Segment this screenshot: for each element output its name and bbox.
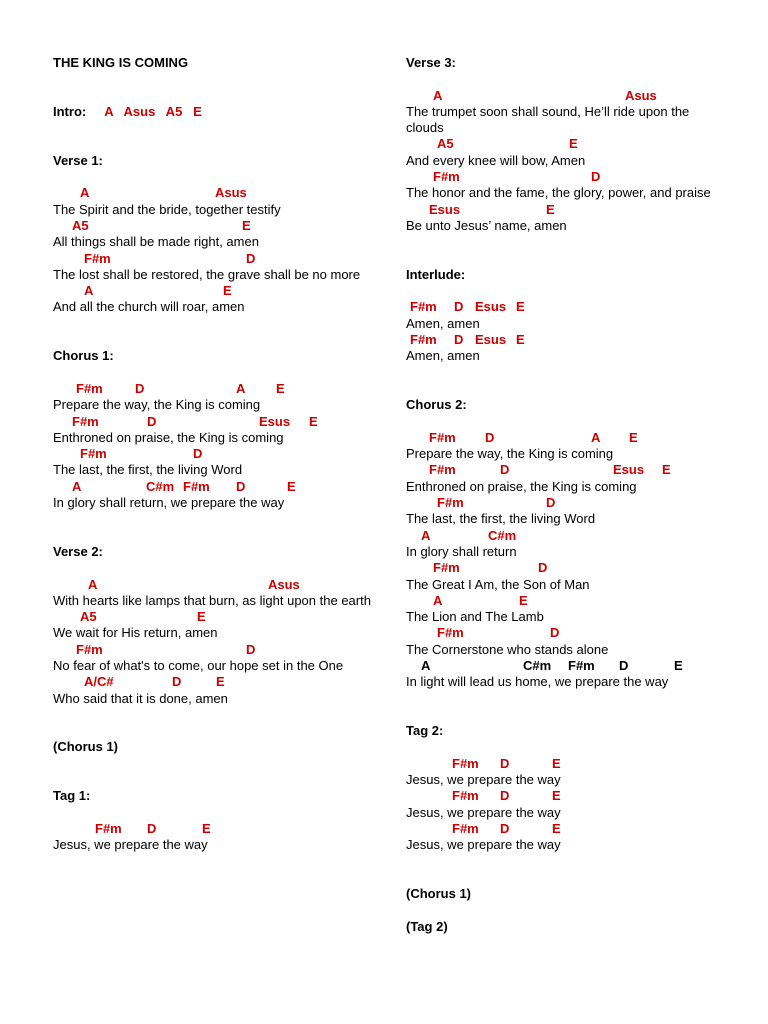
chord-line xyxy=(53,283,373,299)
chord: E xyxy=(662,462,671,478)
chord: F#m xyxy=(76,641,103,657)
chord: Asus xyxy=(625,87,657,103)
chord-line xyxy=(406,528,726,544)
lyric-line: The Spirit and the bride, together testify xyxy=(53,201,281,217)
chord: F#m xyxy=(437,495,464,511)
chord: E xyxy=(569,136,578,152)
lyric-line: Jesus, we prepare the way xyxy=(53,837,208,853)
chord: D xyxy=(500,462,510,478)
chord-line xyxy=(406,462,726,478)
lyric-line: All things shall be made right, amen xyxy=(53,234,259,250)
lyric-line: The trumpet soon shall sound, He’ll ride upon the clouds xyxy=(406,103,690,136)
chord-line xyxy=(53,479,373,495)
chord: Esus xyxy=(429,201,461,217)
chord-line xyxy=(406,560,726,576)
chord: E xyxy=(552,755,561,771)
chord: F#m xyxy=(84,250,111,266)
chord: D xyxy=(500,755,510,771)
chord: F#m xyxy=(433,169,460,185)
chord: E xyxy=(516,299,525,315)
chorus-1 xyxy=(53,348,373,511)
verse3-label: Verse 3: xyxy=(406,55,456,70)
chorus2-label: Chorus 2: xyxy=(406,397,467,413)
chord: D xyxy=(147,413,157,429)
chord: A xyxy=(72,478,82,494)
chord: A xyxy=(433,87,443,103)
chord: F#m xyxy=(410,299,437,315)
verse-2 xyxy=(53,544,373,707)
chord: A xyxy=(88,576,98,592)
intro-chords: A Asus A5 E xyxy=(104,103,202,119)
lyric-line: We wait for His return, amen xyxy=(53,625,218,641)
chord: D xyxy=(591,169,601,185)
chord: F#m xyxy=(437,625,464,641)
lyric-line: In glory shall return xyxy=(406,543,517,559)
lyric-line: And every knee will bow, Amen xyxy=(406,152,586,168)
chord-line xyxy=(406,788,726,804)
chord: D xyxy=(546,495,556,511)
chord-line xyxy=(406,136,726,152)
lyric-line: The Lion and The Lamb xyxy=(406,609,544,625)
chord-line xyxy=(53,251,373,267)
chord: F#m xyxy=(72,413,99,429)
verse1-label: Verse 1: xyxy=(53,152,103,168)
song-title: THE KING IS COMING xyxy=(53,55,189,70)
chord-line xyxy=(53,821,373,837)
chord: E xyxy=(223,283,232,299)
lyric-line: Prepare the way, the King is coming xyxy=(406,446,614,462)
chord: C#m xyxy=(488,527,517,543)
chord: A xyxy=(84,283,94,299)
interlude-label: Interlude: xyxy=(406,266,466,282)
chord: D xyxy=(538,560,548,576)
chord: D xyxy=(454,332,464,348)
chord: D xyxy=(193,446,203,462)
intro-line xyxy=(53,104,373,120)
chord: D xyxy=(246,641,256,657)
chorus-1-reference-2: (Chorus 1) xyxy=(406,886,471,902)
chord-line xyxy=(406,495,726,511)
verse-1 xyxy=(53,153,373,316)
lyric-line: The Great I Am, the Son of Man xyxy=(406,576,590,592)
chord: A xyxy=(591,429,601,445)
chord-line xyxy=(53,674,373,690)
tag-2-reference: (Tag 2) xyxy=(406,918,448,934)
chord: A xyxy=(80,185,90,201)
lyric-line: Jesus, we prepare the way xyxy=(406,837,561,853)
lyric-line: Prepare the way, the King is coming xyxy=(53,397,261,413)
chord-line xyxy=(406,625,726,641)
chord: D xyxy=(485,429,495,445)
chord-line xyxy=(53,185,373,201)
chord: F#m xyxy=(80,446,107,462)
chord: D xyxy=(500,820,510,836)
chord: A xyxy=(433,592,443,608)
chord-line xyxy=(53,577,373,593)
interlude xyxy=(406,267,726,365)
lyric-line: Enthroned on praise, the King is coming xyxy=(53,429,284,445)
right-column xyxy=(406,55,726,935)
chord: E xyxy=(516,332,525,348)
chord: Esus xyxy=(475,332,507,348)
chord: A xyxy=(421,657,431,673)
tag1-label: Tag 1: xyxy=(53,788,91,804)
chord: F#m xyxy=(568,657,595,673)
chord: A xyxy=(421,527,431,543)
chord: Esus xyxy=(475,299,507,315)
tag2-label: Tag 2: xyxy=(406,723,444,739)
chord-line xyxy=(53,609,373,625)
chord: F#m xyxy=(452,820,479,836)
chord-line xyxy=(406,202,726,218)
chord: Asus xyxy=(215,185,247,201)
lyric-line: Be unto Jesus’ name, amen xyxy=(406,217,567,233)
chord: D xyxy=(236,478,246,494)
chord-line xyxy=(406,332,726,348)
chord: F#m xyxy=(452,755,479,771)
verse-3 xyxy=(406,55,726,234)
chord: E xyxy=(552,788,561,804)
chord: F#m xyxy=(76,380,103,396)
chord: F#m xyxy=(95,820,122,836)
chord: C#m xyxy=(146,478,175,494)
chord: D xyxy=(619,657,629,673)
chord: D xyxy=(135,380,145,396)
lyric-line: The last, the first, the living Word xyxy=(406,511,596,527)
chord: A5 xyxy=(80,609,97,625)
intro-label: Intro: xyxy=(53,103,87,119)
chord: E xyxy=(216,674,225,690)
left-column xyxy=(53,55,373,854)
lyric-line: Who said that it is done, amen xyxy=(53,690,228,706)
chord: E xyxy=(629,429,638,445)
tag-1 xyxy=(53,788,373,853)
lyric-line: Amen, amen xyxy=(406,315,480,331)
chord: D xyxy=(454,299,464,315)
chord: E xyxy=(287,478,296,494)
chord: Esus xyxy=(613,462,645,478)
chord-line xyxy=(53,642,373,658)
chord: D xyxy=(550,625,560,641)
lyric-line: The lost shall be restored, the grave shall be no more xyxy=(53,266,361,282)
chord-line xyxy=(406,299,726,315)
lyric-line: Amen, amen xyxy=(406,348,480,364)
lyric-line: And all the church will roar, amen xyxy=(53,299,245,315)
chord: E xyxy=(309,413,318,429)
chord: E xyxy=(674,657,683,673)
lyric-line: The Cornerstone who stands alone xyxy=(406,641,609,657)
chord: A5 xyxy=(437,136,454,152)
chorus1-label: Chorus 1: xyxy=(53,348,114,364)
chord: E xyxy=(242,217,251,233)
chord: F#m xyxy=(429,462,456,478)
chord: F#m xyxy=(452,788,479,804)
chord-line xyxy=(53,381,373,397)
chord: Esus xyxy=(259,413,291,429)
chord: D xyxy=(246,250,256,266)
verse2-label: Verse 2: xyxy=(53,543,103,559)
chord: F#m xyxy=(183,478,210,494)
chord: F#m xyxy=(429,429,456,445)
chord: D xyxy=(172,674,182,690)
chord-line xyxy=(53,218,373,234)
chord: E xyxy=(202,820,211,836)
chord: Asus xyxy=(268,576,300,592)
chord: D xyxy=(147,820,157,836)
chord: F#m xyxy=(410,332,437,348)
lyric-line: In light will lead us home, we prepare the way xyxy=(406,674,669,690)
chord: D xyxy=(500,788,510,804)
chord: E xyxy=(197,609,206,625)
chord-line xyxy=(406,756,726,772)
chord: A5 xyxy=(72,217,89,233)
chord: A/C# xyxy=(84,674,114,690)
chord-line xyxy=(406,88,726,104)
chord: F#m xyxy=(433,560,460,576)
lyric-line: With hearts like lamps that burn, as light upon the earth xyxy=(53,592,371,608)
chorus-1-reference: (Chorus 1) xyxy=(53,739,118,755)
tag-2 xyxy=(406,723,726,853)
chord-line xyxy=(53,414,373,430)
chord: E xyxy=(546,201,555,217)
lyric-line: In glory shall return, we prepare the way xyxy=(53,495,285,511)
lyric-line: Jesus, we prepare the way xyxy=(406,772,561,788)
chord: E xyxy=(552,820,561,836)
chord-line xyxy=(406,593,726,609)
lyric-line: The honor and the fame, the glory, power, and praise xyxy=(406,185,711,201)
lyric-line: Jesus, we prepare the way xyxy=(406,804,561,820)
chord: C#m xyxy=(523,657,552,673)
chord: E xyxy=(276,380,285,396)
lyric-line: No fear of what's to come, our hope set in the One xyxy=(53,657,344,673)
chorus-2 xyxy=(406,397,726,690)
chord-line xyxy=(406,169,726,185)
chord-line xyxy=(406,430,726,446)
chord-line xyxy=(406,821,726,837)
lyric-line: The last, the first, the living Word xyxy=(53,462,243,478)
chord-line xyxy=(53,446,373,462)
lyric-line: Enthroned on praise, the King is coming xyxy=(406,478,637,494)
chord: E xyxy=(519,592,528,608)
chord: A xyxy=(236,380,246,396)
chord-line xyxy=(406,658,726,674)
